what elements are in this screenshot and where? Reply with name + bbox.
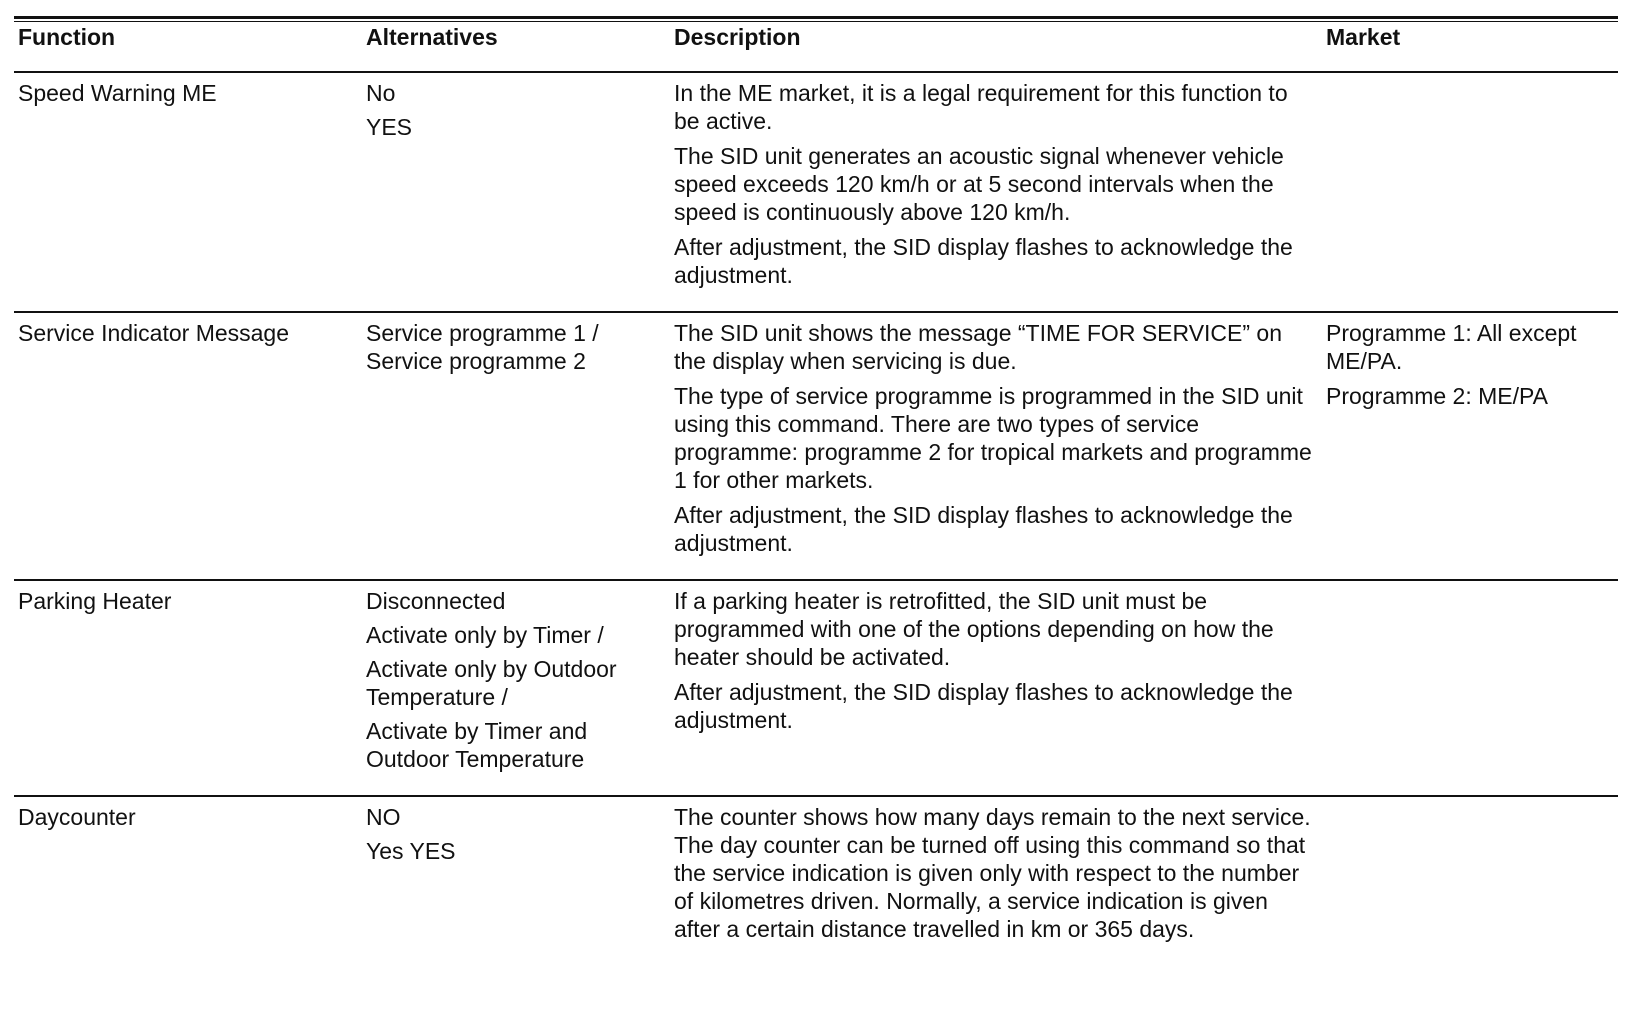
market-cell [1322,312,1618,580]
description-cell [670,72,1322,312]
table-row [14,72,1618,312]
alternative-option: Activate only by Timer / [366,622,604,648]
market-note: Programme 2: ME/PA [1326,383,1548,409]
alternative-option: Service programme 1 / Service programme 2 [366,320,599,374]
table-row [14,796,1618,965]
alternative-option: Activate by Timer and Outdoor Temperature [366,718,588,772]
description-cell [670,312,1322,580]
description-cell [670,580,1322,796]
alternatives-cell [362,72,670,312]
alternatives-cell [362,312,670,580]
alternative-option: Yes YES [366,838,456,864]
description-paragraph: The SID unit shows the message “TIME FOR SERVICE” on the display when servicing is due. [674,320,1283,374]
header-row [14,22,1618,72]
market-cell [1322,796,1618,965]
function-table [14,22,1618,965]
alternative-option: Disconnected [366,588,506,614]
description-paragraph: In the ME market, it is a legal requirement for this function to be active. [674,80,1288,134]
description-paragraph: The type of service programme is programmed in the SID unit using this command. There are two types of service programme: programme 2 for tropical markets and programme 1 for other markets. [674,383,1312,493]
function-cell: Speed Warning ME [14,72,362,312]
header-alternatives: Alternatives [362,22,670,72]
description-paragraph: The SID unit generates an acoustic signal whenever vehicle speed exceeds 120 km/h or at 5 second intervals when the speed is continuously above 120 km/h. [674,143,1284,225]
table-row [14,312,1618,580]
alternative-option: No [366,80,396,106]
description-paragraph: If a parking heater is retrofitted, the SID unit must be programmed with one of the options depending on how the heater should be activated. [674,588,1274,670]
alternative-option: Activate only by Outdoor Temperature / [366,656,617,710]
function-cell: Service Indicator Message [14,312,362,580]
table-row [14,580,1618,796]
alternative-option: NO [366,804,401,830]
description-paragraph: The counter shows how many days remain to the next service. The day counter can be turned off using this command so that the service indication is given only with respect to the number of kilometres driven. Normally, a service indication is given after a certain distance travelled in km or 365 days. [674,804,1311,942]
description-paragraph: After adjustment, the SID display flashes to acknowledge the adjustment. [674,502,1293,556]
alternative-option: YES [366,114,413,140]
alternatives-cell [362,580,670,796]
header-market: Market [1322,22,1618,72]
market-note: Programme 1: All except ME/PA. [1326,320,1577,374]
alternatives-cell [362,796,670,965]
header-function: Function [14,22,362,72]
header-description: Description [670,22,1322,72]
market-cell [1322,72,1618,312]
document-page [14,16,1618,965]
description-paragraph: After adjustment, the SID display flashes to acknowledge the adjustment. [674,679,1293,733]
description-cell [670,796,1322,965]
function-cell: Daycounter [18,804,136,830]
market-cell [1322,580,1618,796]
description-paragraph: After adjustment, the SID display flashes to acknowledge the adjustment. [674,234,1293,288]
function-cell: Parking Heater [14,580,362,796]
